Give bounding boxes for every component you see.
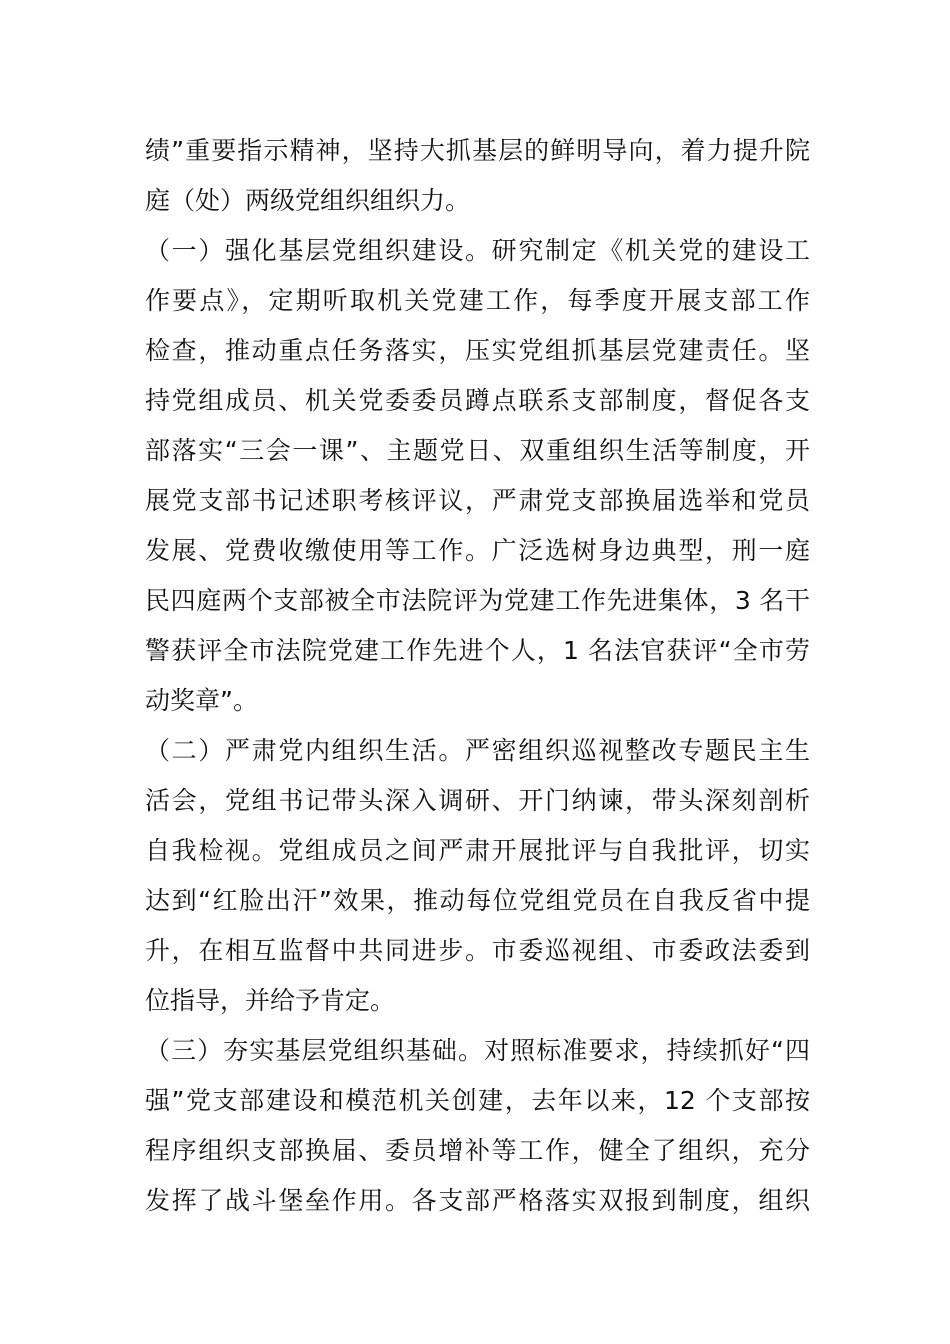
text-line: 展党支部书记述职考核评议，严肃党支部换届选举和党员 <box>145 486 810 515</box>
text-line: 发展、党费收缴使用等工作。广泛选树身边典型，刑一庭 <box>145 536 810 565</box>
text-line: 检查，推动重点任务落实，压实党组抓基层党建责任。坚 <box>145 336 810 365</box>
text-line: 程序组织支部换届、委员增补等工作，健全了组织，充分 <box>145 1136 810 1165</box>
text-line: 动奖章”。 <box>145 686 258 715</box>
text-line: 作要点》，定期听取机关党建工作，每季度开展支部工作 <box>145 286 810 315</box>
text-line: 部落实“三会一课”、主题党日、双重组织生活等制度，开 <box>145 436 810 465</box>
section-heading-line: （三）夯实基层党组织基础。对照标准要求，持续抓好“四 <box>145 1036 810 1065</box>
section-heading-line: （一）强化基层党组织建设。研究制定《机关党的建设工 <box>145 236 810 265</box>
text-line: 发挥了战斗堡垒作用。各支部严格落实双报到制度，组织 <box>145 1186 810 1215</box>
section-heading-line: （二）严肃党内组织生活。严密组织巡视整改专题民主生 <box>145 736 810 765</box>
text-line: 自我检视。党组成员之间严肃开展批评与自我批评，切实 <box>145 836 810 865</box>
text-line: 民四庭两个支部被全市法院评为党建工作先进集体，3 名干 <box>145 586 810 615</box>
text-line: 升，在相互监督中共同进步。市委巡视组、市委政法委到 <box>145 936 810 965</box>
text-line: 达到“红脸出汗”效果，推动每位党组党员在自我反省中提 <box>145 886 810 915</box>
text-line: 活会，党组书记带头深入调研、开门纳谏，带头深刻剖析 <box>145 786 810 815</box>
text-line: 持党组成员、机关党委委员蹲点联系支部制度，督促各支 <box>145 386 810 415</box>
text-line: 警获评全市法院党建工作先进个人，1 名法官获评“全市劳 <box>145 636 810 665</box>
body-text <box>145 126 810 1226</box>
text-line: 强”党支部建设和模范机关创建，去年以来，12 个支部按 <box>145 1086 810 1115</box>
text-line: 庭（处）两级党组织组织力。 <box>145 186 471 215</box>
text-line: 位指导，并给予肯定。 <box>145 986 396 1015</box>
text-line: 绩”重要指示精神，坚持大抓基层的鲜明导向，着力提升院 <box>145 136 810 165</box>
